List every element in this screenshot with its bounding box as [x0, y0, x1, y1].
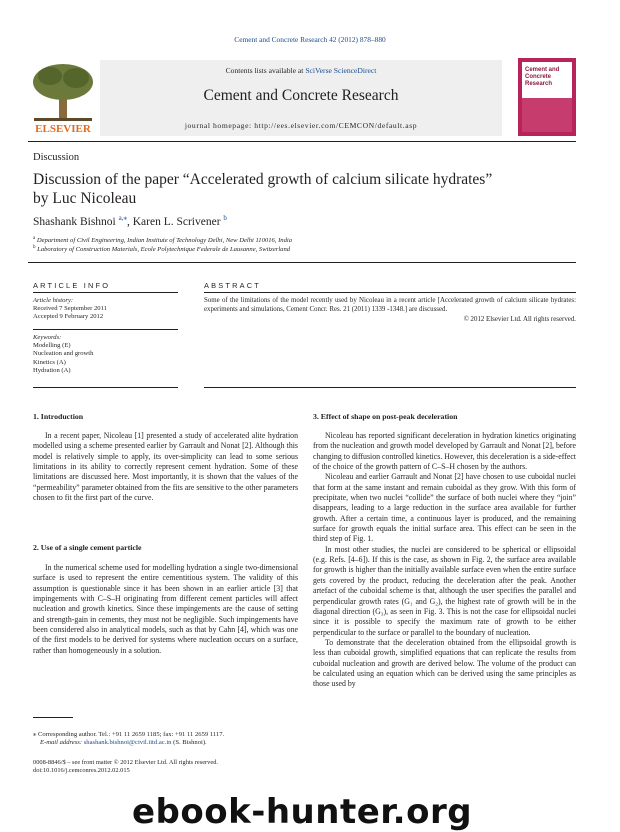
- footnote-contact: Corresponding author. Tel.: +91 11 2659 1185; fax: +91 11 2659 1117.: [37, 731, 225, 738]
- keyword: Hydration (A): [33, 366, 71, 374]
- author-list: [33, 214, 227, 228]
- title-rule: [28, 262, 576, 263]
- keywords-rule: [33, 387, 178, 388]
- paragraph: Nicoleau has reported significant deceleration in hydration kinetics originating from the nucleation and growth model developed by Garrault and Nonat [2], before changing to diffusion controlled kinetics. However, this deceleration is a side-effect of the choice of the growth pattern of C–S–H chosen by the authors.: [313, 431, 576, 472]
- affiliation-b: [33, 245, 290, 253]
- doi-line[interactable]: doi:10.1016/j.cemconres.2012.02.015: [33, 767, 130, 775]
- paragraph: Nicoleau and earlier Garrault and Nonat [2] have chosen to use cuboidal nuclei that form at the same instant and remain cuboidal as they grow. With this form of precipitate, when two nuclei “collide” the surface of both nuclei where they “join” disappears, leading to a large reduction in the surface area available for further growth. After a certain time, a continuous layer is produced, and the remaining surface for growth equals the initial surface area. This effect can be seen in the third step of Fig. 1.: [313, 472, 576, 544]
- affiliation-text: Laboratory of Construction Materials, Ecole Polytechnique Federale de Lausanne, Switzerland: [37, 246, 291, 254]
- abstract-text: Some of the limitations of the model recently used by Nicoleau in a recent article [Accelerated growth of calcium silicate hydrates: experiments and simulations, Cement Concr. Res. 21 (2011) 1339 -1348.] are discussed.: [204, 297, 576, 314]
- footnote-rule: [33, 717, 73, 718]
- affiliation-marker: b: [33, 245, 36, 250]
- article-info-rule: [33, 292, 178, 293]
- abstract-end-rule: [204, 387, 576, 388]
- keyword: Nucleation and growth: [33, 350, 94, 358]
- section-heading-introduction: 1. Introduction: [33, 412, 84, 421]
- article-info-heading: ARTICLE INFO: [33, 281, 111, 290]
- received-date: Received 7 September 2011: [33, 305, 107, 313]
- abstract-rule: [204, 292, 576, 293]
- single-particle-body: [33, 563, 298, 656]
- article-title: [33, 170, 573, 208]
- journal-homepage[interactable]: journal homepage: http://ees.elsevier.com/CEMCON/default.asp: [184, 121, 418, 130]
- issn-line: 0008-8846/$ – see front matter © 2012 Elsevier Ltd. All rights reserved.: [33, 759, 218, 766]
- publication-info: [33, 759, 218, 776]
- contents-prefix: Contents lists available at: [225, 66, 306, 75]
- history-label: Article history:: [33, 297, 74, 304]
- introduction-body: [33, 431, 298, 503]
- shape-effect-body: [313, 431, 576, 690]
- journal-reference[interactable]: Cement and Concrete Research 42 (2012) 878–880: [234, 35, 386, 44]
- email-link[interactable]: shashank.bishnoi@civil.iitd.ac.in: [83, 739, 172, 747]
- section-heading-single-particle: 2. Use of a single cement particle: [33, 543, 142, 552]
- keywords-label: Keywords:: [33, 334, 62, 341]
- footnote: [33, 731, 298, 748]
- affiliation-text: Department of Civil Engineering, Indian Institute of Technology Delhi, New Delhi 110016, India: [36, 237, 293, 245]
- title-line-1: Discussion of the paper “Accelerated growth of calcium silicate hydrates”: [33, 171, 493, 188]
- author-name: Shashank Bishnoi: [33, 215, 116, 228]
- footnote-line: [33, 731, 298, 739]
- keywords-block: [33, 334, 183, 375]
- author-name: Karen L. Scrivener: [132, 215, 221, 228]
- accepted-date: Accepted 9 February 2012: [33, 313, 104, 321]
- watermark: ebook-hunter.org: [132, 792, 473, 832]
- journal-cover-thumbnail: [518, 58, 576, 136]
- affiliation-a: [33, 236, 292, 244]
- history-rule: [33, 329, 178, 330]
- sciencedirect-link[interactable]: SciVerse ScienceDirect: [305, 66, 377, 75]
- abstract-body: [204, 296, 576, 324]
- abstract-copyright: © 2012 Elsevier Ltd. All rights reserved.: [463, 315, 576, 323]
- header-rule: [28, 141, 576, 142]
- paragraph: To demonstrate that the deceleration obtained from the ellipsoidal growth is less than cuboidal growth, simplified equations that can replicate the results from cuboidal nucleation and growth are derived below. The volume of the product can be calculated using an equation which can be derived using the same principles as those used by: [313, 637, 576, 689]
- paragraph: In a recent paper, Nicoleau [1] presented a study of accelerated alite hydration modelled using a scheme presented earlier by Garrault and Nonat [2]. Although this model is relatively simple to apply, its over-simplicity can lead to some serious limitations in its ability to correctly represent cement hydration. Some of these limitations are discussed here. Most importantly, it is shown that the values of the “permeability” parameter obtained from the fits are sensitive to the other parameters chosen to fit the first part of the curve.: [33, 431, 298, 503]
- author-affiliation-marker[interactable]: b: [223, 214, 227, 222]
- cover-band: [522, 98, 572, 132]
- article-type: Discussion: [33, 152, 80, 163]
- footnote-email-line: [33, 739, 298, 747]
- email-suffix: (S. Bishnoi).: [173, 739, 207, 747]
- keyword: Kinetics (A): [33, 358, 66, 366]
- paragraph: In the numerical scheme used for modelling hydration a single two-dimensional surface is used to represent the entire cementitious system. The validity of this assumption is questionable since it has been shown in an earlier article [3] that impingements with C–S–H originating from different cement particles will affect nucleation and growth kinetics. Since these impingements are the cause of setting and strength-gain in cements, they must not be negligible. Such impingements have been considered also in analytical models, such as that by Cahn [4], which was one of the first models to be derived for systems where nucleation occurs on a surface, rather than homogeneously in a solution.: [33, 563, 298, 655]
- email-label: E-mail address:: [40, 739, 83, 747]
- author-affiliation-marker[interactable]: a,⁎: [118, 214, 127, 222]
- cover-title: Cement and Concrete Research: [525, 67, 560, 87]
- article-history: [33, 297, 183, 322]
- keyword: Modelling (E): [33, 342, 71, 350]
- author-separator: ,: [126, 215, 133, 228]
- abstract-heading: ABSTRACT: [204, 281, 262, 290]
- section-heading-shape-effect: 3. Effect of shape on post-peak deceleration: [313, 412, 458, 421]
- elsevier-wordmark: ELSEVIER: [35, 123, 91, 135]
- journal-name: Cement and Concrete Research: [203, 87, 399, 104]
- affiliation-marker: a: [33, 236, 36, 241]
- footnote-marker: ⁎: [33, 731, 37, 738]
- contents-line: [100, 66, 502, 75]
- title-line-2: by Luc Nicoleau: [33, 190, 137, 207]
- paragraph: In most other studies, the nuclei are considered to be spherical or ellipsoidal (e.g. Refs. [4–6]). If this is the case, as shown in Fig. 2, the surface area available for growth is higher than the initially available surface even when the entire surface gets covered by the product, reducing the deceleration after the peak. Another artefact of the cuboidal scheme is that, although the user specifies the parallel and perpendicular growth rates (G₁ and G₂), the highest rate of growth will be in the diagonal direction (G₃), as seen in Fig. 3. This is not the case for ellipsoidal nuclei since it is possible to specify the maximum rate of growth to be either perpendicular to the surface or parallel to the boundary of nucleation.: [313, 544, 576, 637]
- elsevier-logo: [28, 60, 98, 136]
